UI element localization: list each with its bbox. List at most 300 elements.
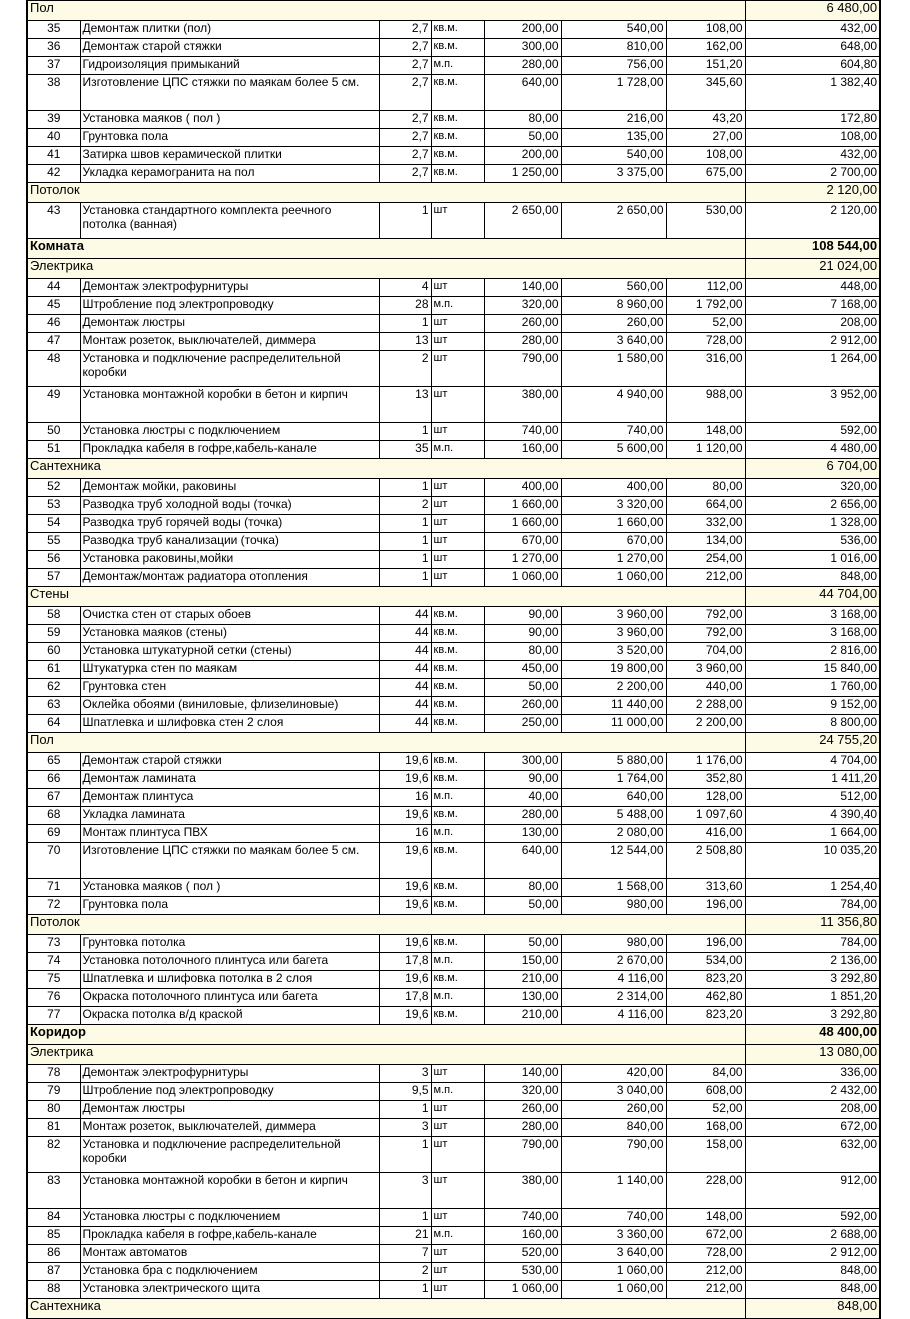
quantity: 19,6	[379, 807, 431, 825]
line-total: 172,80	[745, 111, 880, 129]
unit: кв.м.	[431, 897, 484, 915]
table-row	[27, 715, 880, 733]
line-sum: 135,00	[561, 129, 666, 147]
unit: шт	[431, 533, 484, 551]
line-total: 2 700,00	[745, 165, 880, 183]
deduction: 228,00	[666, 1173, 745, 1209]
unit-price: 210,00	[484, 1007, 561, 1025]
unit-price: 90,00	[484, 771, 561, 789]
line-total: 3 292,80	[745, 971, 880, 989]
group-name: Потолок	[27, 915, 745, 935]
work-name: Демонтаж люстры	[80, 1101, 379, 1119]
work-name: Монтаж автоматов	[80, 1245, 379, 1263]
unit: кв.м.	[431, 879, 484, 897]
quantity: 44	[379, 679, 431, 697]
deduction: 158,00	[666, 1137, 745, 1173]
row-number: 50	[27, 423, 80, 441]
group-row	[27, 459, 880, 479]
unit-price: 740,00	[484, 423, 561, 441]
deduction: 3 960,00	[666, 661, 745, 679]
quantity: 19,6	[379, 879, 431, 897]
work-name: Демонтаж электрофурнитуры	[80, 279, 379, 297]
quantity: 44	[379, 697, 431, 715]
row-number: 70	[27, 843, 80, 879]
table-row	[27, 315, 880, 333]
line-sum: 1 728,00	[561, 75, 666, 111]
table-row	[27, 533, 880, 551]
deduction: 52,00	[666, 315, 745, 333]
line-sum: 756,00	[561, 57, 666, 75]
line-sum: 3 040,00	[561, 1083, 666, 1101]
line-sum: 3 360,00	[561, 1227, 666, 1245]
line-total: 848,00	[745, 1263, 880, 1281]
quantity: 1	[379, 423, 431, 441]
section-name: Коридор	[27, 1025, 745, 1045]
deduction: 80,00	[666, 479, 745, 497]
unit-price: 160,00	[484, 1227, 561, 1245]
table-row	[27, 497, 880, 515]
quantity: 1	[379, 569, 431, 587]
line-sum: 2 080,00	[561, 825, 666, 843]
group-name: Сантехника	[27, 1299, 745, 1319]
row-number: 61	[27, 661, 80, 679]
work-name: Установка электрического щита	[80, 1281, 379, 1299]
line-total: 1 016,00	[745, 551, 880, 569]
work-name: Установка маяков (стены)	[80, 625, 379, 643]
unit: кв.м.	[431, 147, 484, 165]
work-name: Укладка керамогранита на пол	[80, 165, 379, 183]
quantity: 17,8	[379, 953, 431, 971]
row-number: 48	[27, 351, 80, 387]
row-number: 35	[27, 21, 80, 39]
unit-price: 210,00	[484, 971, 561, 989]
work-name: Монтаж розеток, выключателей, диммера	[80, 1119, 379, 1137]
table-row	[27, 753, 880, 771]
group-row	[27, 183, 880, 203]
line-sum: 740,00	[561, 1209, 666, 1227]
group-row	[27, 1299, 880, 1319]
quantity: 19,6	[379, 897, 431, 915]
group-name: Сантехника	[27, 459, 745, 479]
quantity: 1	[379, 479, 431, 497]
line-sum: 5 600,00	[561, 441, 666, 459]
deduction: 1 120,00	[666, 441, 745, 459]
unit: кв.м.	[431, 661, 484, 679]
quantity: 2,7	[379, 39, 431, 57]
row-number: 44	[27, 279, 80, 297]
unit-price: 300,00	[484, 753, 561, 771]
unit: кв.м.	[431, 75, 484, 111]
unit: кв.м.	[431, 607, 484, 625]
section-name: Комната	[27, 239, 745, 259]
deduction: 416,00	[666, 825, 745, 843]
table-row	[27, 1245, 880, 1263]
row-number: 79	[27, 1083, 80, 1101]
work-name: Демонтаж старой стяжки	[80, 39, 379, 57]
group-total: 21 024,00	[745, 259, 880, 279]
quantity: 1	[379, 1281, 431, 1299]
line-total: 1 328,00	[745, 515, 880, 533]
line-total: 208,00	[745, 1101, 880, 1119]
quantity: 2	[379, 351, 431, 387]
quantity: 16	[379, 825, 431, 843]
row-number: 77	[27, 1007, 80, 1025]
deduction: 128,00	[666, 789, 745, 807]
unit-price: 130,00	[484, 825, 561, 843]
deduction: 792,00	[666, 607, 745, 625]
deduction: 352,80	[666, 771, 745, 789]
row-number: 36	[27, 39, 80, 57]
row-number: 37	[27, 57, 80, 75]
unit: шт	[431, 1209, 484, 1227]
work-name: Шпатлевка и шлифовка потолка в 2 слоя	[80, 971, 379, 989]
deduction: 823,20	[666, 971, 745, 989]
deduction: 988,00	[666, 387, 745, 423]
line-total: 2 688,00	[745, 1227, 880, 1245]
unit: шт	[431, 387, 484, 423]
unit-price: 200,00	[484, 21, 561, 39]
unit: кв.м.	[431, 679, 484, 697]
table-row	[27, 679, 880, 697]
table-row	[27, 1209, 880, 1227]
unit: шт	[431, 479, 484, 497]
row-number: 72	[27, 897, 80, 915]
line-total: 2 432,00	[745, 1083, 880, 1101]
unit-price: 50,00	[484, 897, 561, 915]
unit-price: 40,00	[484, 789, 561, 807]
line-sum: 560,00	[561, 279, 666, 297]
table-row	[27, 697, 880, 715]
table-row	[27, 825, 880, 843]
deduction: 196,00	[666, 935, 745, 953]
row-number: 55	[27, 533, 80, 551]
table-row	[27, 1281, 880, 1299]
table-row	[27, 423, 880, 441]
table-row	[27, 21, 880, 39]
line-sum: 540,00	[561, 147, 666, 165]
unit: шт	[431, 515, 484, 533]
unit-price: 260,00	[484, 697, 561, 715]
row-number: 78	[27, 1065, 80, 1083]
unit: кв.м.	[431, 165, 484, 183]
row-number: 82	[27, 1137, 80, 1173]
row-number: 42	[27, 165, 80, 183]
quantity: 1	[379, 203, 431, 239]
unit-price: 530,00	[484, 1263, 561, 1281]
work-name: Демонтаж ламината	[80, 771, 379, 789]
work-name: Установка и подключение распределительной коробки	[80, 1137, 379, 1173]
line-sum: 790,00	[561, 1137, 666, 1173]
group-name: Пол	[27, 733, 745, 753]
row-number: 66	[27, 771, 80, 789]
quantity: 2,7	[379, 57, 431, 75]
quantity: 2,7	[379, 147, 431, 165]
table-row	[27, 1173, 880, 1209]
deduction: 332,00	[666, 515, 745, 533]
quantity: 1	[379, 1209, 431, 1227]
line-total: 604,80	[745, 57, 880, 75]
quantity: 2	[379, 1263, 431, 1281]
row-number: 81	[27, 1119, 80, 1137]
deduction: 1 792,00	[666, 297, 745, 315]
line-total: 1 664,00	[745, 825, 880, 843]
table-row	[27, 165, 880, 183]
line-total: 1 760,00	[745, 679, 880, 697]
unit: шт	[431, 551, 484, 569]
work-name: Демонтаж люстры	[80, 315, 379, 333]
group-row	[27, 259, 880, 279]
row-number: 73	[27, 935, 80, 953]
unit: м.п.	[431, 1227, 484, 1245]
table-row	[27, 129, 880, 147]
line-sum: 1 764,00	[561, 771, 666, 789]
unit: м.п.	[431, 989, 484, 1007]
unit: м.п.	[431, 1083, 484, 1101]
line-total: 7 168,00	[745, 297, 880, 315]
unit: шт	[431, 1101, 484, 1119]
work-name: Установка стандартного комплекта реечного потолка (ванная)	[80, 203, 379, 239]
line-total: 592,00	[745, 1209, 880, 1227]
quantity: 44	[379, 661, 431, 679]
unit: м.п.	[431, 789, 484, 807]
line-sum: 4 116,00	[561, 1007, 666, 1025]
row-number: 67	[27, 789, 80, 807]
table-row	[27, 1007, 880, 1025]
row-number: 47	[27, 333, 80, 351]
unit: м.п.	[431, 953, 484, 971]
line-total: 1 254,40	[745, 879, 880, 897]
row-number: 86	[27, 1245, 80, 1263]
estimate-table-body	[27, 1, 880, 1319]
unit-price: 790,00	[484, 1137, 561, 1173]
row-number: 51	[27, 441, 80, 459]
deduction: 148,00	[666, 423, 745, 441]
quantity: 1	[379, 1137, 431, 1173]
line-sum: 840,00	[561, 1119, 666, 1137]
unit-price: 1 250,00	[484, 165, 561, 183]
unit-price: 790,00	[484, 351, 561, 387]
unit-price: 90,00	[484, 607, 561, 625]
line-total: 10 035,20	[745, 843, 880, 879]
unit-price: 260,00	[484, 315, 561, 333]
line-sum: 5 488,00	[561, 807, 666, 825]
group-total: 24 755,20	[745, 733, 880, 753]
work-name: Установка монтажной коробки в бетон и кирпич	[80, 387, 379, 423]
table-row	[27, 971, 880, 989]
unit-price: 380,00	[484, 387, 561, 423]
unit-price: 280,00	[484, 333, 561, 351]
row-number: 62	[27, 679, 80, 697]
work-name: Установка маяков ( пол )	[80, 879, 379, 897]
row-number: 49	[27, 387, 80, 423]
row-number: 65	[27, 753, 80, 771]
work-name: Шпатлевка и шлифовка стен 2 слоя	[80, 715, 379, 733]
group-total: 2 120,00	[745, 183, 880, 203]
unit-price: 50,00	[484, 129, 561, 147]
table-row	[27, 1101, 880, 1119]
line-total: 320,00	[745, 479, 880, 497]
deduction: 108,00	[666, 21, 745, 39]
table-row	[27, 1083, 880, 1101]
table-row	[27, 333, 880, 351]
line-sum: 980,00	[561, 897, 666, 915]
table-row	[27, 75, 880, 111]
unit-price: 300,00	[484, 39, 561, 57]
work-name: Грунтовка пола	[80, 129, 379, 147]
line-sum: 260,00	[561, 1101, 666, 1119]
row-number: 84	[27, 1209, 80, 1227]
quantity: 2,7	[379, 165, 431, 183]
table-row	[27, 643, 880, 661]
table-row	[27, 989, 880, 1007]
line-sum: 1 140,00	[561, 1173, 666, 1209]
quantity: 17,8	[379, 989, 431, 1007]
work-name: Оклейка обоями (виниловые, флизелиновые)	[80, 697, 379, 715]
unit-price: 640,00	[484, 75, 561, 111]
unit: м.п.	[431, 441, 484, 459]
row-number: 80	[27, 1101, 80, 1119]
line-sum: 2 200,00	[561, 679, 666, 697]
deduction: 664,00	[666, 497, 745, 515]
line-total: 784,00	[745, 897, 880, 915]
deduction: 316,00	[666, 351, 745, 387]
unit: шт	[431, 203, 484, 239]
line-sum: 1 060,00	[561, 1281, 666, 1299]
table-row	[27, 843, 880, 879]
work-name: Установка маяков ( пол )	[80, 111, 379, 129]
line-sum: 216,00	[561, 111, 666, 129]
work-name: Прокладка кабеля в гофре,кабель-канале	[80, 441, 379, 459]
unit: шт	[431, 423, 484, 441]
row-number: 40	[27, 129, 80, 147]
line-sum: 980,00	[561, 935, 666, 953]
deduction: 134,00	[666, 533, 745, 551]
unit-price: 1 060,00	[484, 1281, 561, 1299]
line-sum: 3 960,00	[561, 625, 666, 643]
unit: м.п.	[431, 57, 484, 75]
line-total: 8 800,00	[745, 715, 880, 733]
quantity: 2,7	[379, 21, 431, 39]
unit: шт	[431, 1173, 484, 1209]
group-total: 6 704,00	[745, 459, 880, 479]
line-sum: 1 270,00	[561, 551, 666, 569]
table-row	[27, 203, 880, 239]
quantity: 4	[379, 279, 431, 297]
group-total: 848,00	[745, 1299, 880, 1319]
unit-price: 80,00	[484, 643, 561, 661]
table-row	[27, 807, 880, 825]
row-number: 41	[27, 147, 80, 165]
deduction: 212,00	[666, 1263, 745, 1281]
quantity: 7	[379, 1245, 431, 1263]
estimate-table	[26, 0, 881, 1319]
line-total: 2 120,00	[745, 203, 880, 239]
work-name: Установка люстры с подключением	[80, 1209, 379, 1227]
line-total: 336,00	[745, 1065, 880, 1083]
line-total: 9 152,00	[745, 697, 880, 715]
line-total: 536,00	[745, 533, 880, 551]
work-name: Окраска потолочного плинтуса или багета	[80, 989, 379, 1007]
table-row	[27, 569, 880, 587]
line-total: 912,00	[745, 1173, 880, 1209]
line-total: 432,00	[745, 21, 880, 39]
line-total: 1 264,00	[745, 351, 880, 387]
line-total: 3 952,00	[745, 387, 880, 423]
line-sum: 670,00	[561, 533, 666, 551]
unit: кв.м.	[431, 697, 484, 715]
row-number: 63	[27, 697, 80, 715]
table-row	[27, 953, 880, 971]
line-total: 4 704,00	[745, 753, 880, 771]
unit: кв.м.	[431, 39, 484, 57]
table-row	[27, 897, 880, 915]
row-number: 83	[27, 1173, 80, 1209]
line-total: 784,00	[745, 935, 880, 953]
unit-price: 2 650,00	[484, 203, 561, 239]
group-row	[27, 915, 880, 935]
work-name: Демонтаж плитки (пол)	[80, 21, 379, 39]
unit-price: 80,00	[484, 111, 561, 129]
row-number: 54	[27, 515, 80, 533]
unit-price: 160,00	[484, 441, 561, 459]
row-number: 88	[27, 1281, 80, 1299]
deduction: 151,20	[666, 57, 745, 75]
unit: кв.м.	[431, 21, 484, 39]
work-name: Установка и подключение распределительной коробки	[80, 351, 379, 387]
quantity: 9,5	[379, 1083, 431, 1101]
work-name: Установка раковины,мойки	[80, 551, 379, 569]
group-name: Пол	[27, 1, 745, 21]
unit: шт	[431, 1137, 484, 1173]
line-sum: 19 800,00	[561, 661, 666, 679]
work-name: Укладка ламината	[80, 807, 379, 825]
unit-price: 320,00	[484, 1083, 561, 1101]
table-row	[27, 607, 880, 625]
row-number: 56	[27, 551, 80, 569]
line-total: 3 292,80	[745, 1007, 880, 1025]
line-total: 208,00	[745, 315, 880, 333]
group-row	[27, 733, 880, 753]
row-number: 85	[27, 1227, 80, 1245]
unit-price: 200,00	[484, 147, 561, 165]
line-sum: 11 000,00	[561, 715, 666, 733]
line-total: 432,00	[745, 147, 880, 165]
table-row	[27, 771, 880, 789]
row-number: 53	[27, 497, 80, 515]
work-name: Демонтаж мойки, раковины	[80, 479, 379, 497]
work-name: Штробление под электропроводку	[80, 297, 379, 315]
deduction: 792,00	[666, 625, 745, 643]
line-total: 15 840,00	[745, 661, 880, 679]
work-name: Очистка стен от старых обоев	[80, 607, 379, 625]
row-number: 45	[27, 297, 80, 315]
quantity: 1	[379, 533, 431, 551]
unit: м.п.	[431, 825, 484, 843]
deduction: 440,00	[666, 679, 745, 697]
deduction: 162,00	[666, 39, 745, 57]
unit: кв.м.	[431, 625, 484, 643]
line-sum: 8 960,00	[561, 297, 666, 315]
table-row	[27, 1263, 880, 1281]
unit: шт	[431, 1065, 484, 1083]
quantity: 44	[379, 715, 431, 733]
unit-price: 140,00	[484, 1065, 561, 1083]
quantity: 28	[379, 297, 431, 315]
work-name: Демонтаж старой стяжки	[80, 753, 379, 771]
unit-price: 150,00	[484, 953, 561, 971]
quantity: 1	[379, 1101, 431, 1119]
quantity: 3	[379, 1173, 431, 1209]
